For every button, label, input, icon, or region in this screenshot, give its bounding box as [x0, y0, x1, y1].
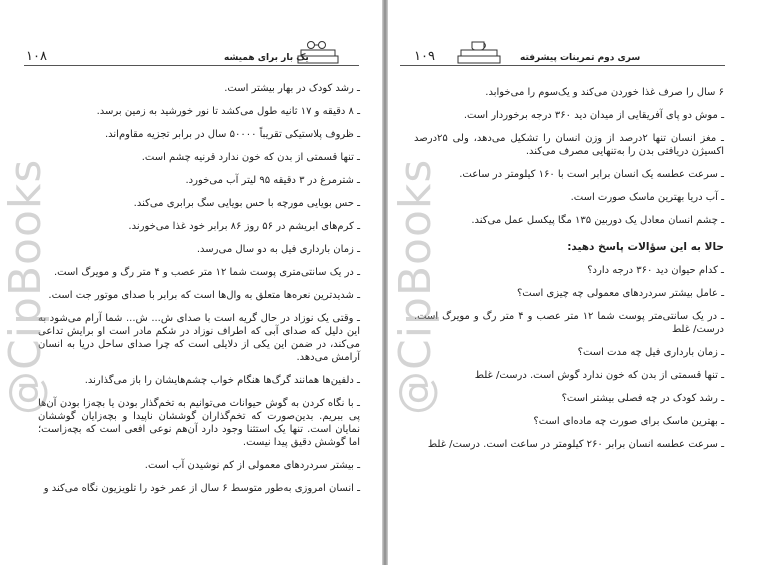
paragraph: ـ حس بویایی مورچه با حس بویایی سگ برابری می‌کند. — [133, 198, 360, 209]
right-page-header — [400, 40, 725, 72]
question: ـ در یک سانتی‌متر پوست شما ۱۲ متر عصب و ۴ متر رگ و مویرگ است. درست/ غلط — [414, 311, 724, 335]
question: ـ سرعت عطسه انسان برابر ۲۶۰ کیلومتر در ساعت است. درست/ غلط — [427, 439, 724, 450]
paragraph: ـ با نگاه کردن به گوش حیوانات می‌توانیم به تخم‌گذار بودن یا بچه‌زا بودن آن‌ها پی ببریم. بدین‌صورت که تخم‌گذاران گوششان ناپیدا و بچه‌زایان گوششان نمایان است. تنها یک استثنا وجود دارد آن‌هم نوعی افعی است که بچه‌زاست؛ اما گوشش دقیق پیدا نیست. — [38, 398, 360, 448]
paragraph: ـ شدیدترین نعره‌ها متعلق به وال‌ها است که برابر با صدای موتور جت است. — [48, 290, 360, 301]
paragraph: ـ کرم‌های ابریشم در ۵۶ روز ۸۶ برابر خود غذا می‌خورند. — [128, 221, 360, 232]
question: ـ عامل بیشتر سردردهای معمولی چه چیزی است؟ — [516, 288, 724, 299]
watermark: @CipBooks — [390, 158, 441, 415]
paragraph: ـ وقتی یک نوزاد در حال گریه است با صدای ش... ش... شما آرام می‌شود به این دلیل که صدای آبی که اطراف نوزاد در شکم مادر است او برایش تداعی می‌کند، در ضمن این یکی از دلایلی است که چرا صدای ساحل دریا به انسان آرامش می‌دهد. — [38, 313, 360, 363]
paragraph: ـ رشد کودک در بهار بیشتر است. — [224, 83, 360, 94]
header-rule — [400, 65, 725, 66]
paragraph: ـ بیشتر سردردهای معمولی از کم نوشیدن آب است. — [144, 460, 360, 471]
page-number: ۱۰۸ — [26, 49, 47, 64]
paragraph: ـ موش دو پای آفریقایی از میدان دید ۳۶۰ درجه برخوردار است. — [463, 110, 724, 121]
question: ـ رشد کودک در چه فصلی بیشتر است؟ — [561, 393, 724, 404]
paragraph: ـ چشم انسان معادل یک دوربین ۱۳۵ مگا پیکسل عمل می‌کند. — [471, 215, 724, 226]
header-rule — [24, 65, 359, 66]
questions-heading: حالا به این سؤالات پاسخ دهید: — [567, 241, 724, 253]
paragraph: ـ انسان امروزی به‌طور متوسط ۶ سال از عمر خود را تلویزیون نگاه می‌کند و — [43, 483, 360, 494]
left-page-body — [38, 82, 360, 505]
right-page — [388, 0, 768, 565]
paragraph: ـ دلفین‌ها همانند گرگ‌ها هنگام خواب چشم‌هایشان را باز می‌گذارند. — [84, 375, 360, 386]
running-title: سری دوم تمرینات پیشرفته — [520, 53, 641, 63]
question: ـ بهترین ماسک برای صورت چه ماده‌ای است؟ — [533, 416, 724, 427]
running-title: یک بار برای همیشه — [224, 53, 309, 63]
paragraph: ـ زمان بارداری فیل به دو سال می‌رسد. — [196, 244, 360, 255]
question: ـ کدام حیوان دید ۳۶۰ درجه دارد؟ — [587, 265, 724, 276]
left-page-header — [24, 40, 359, 72]
paragraph: ـ شترمرغ در ۳ دقیقه ۹۵ لیتر آب می‌خورد. — [185, 175, 360, 186]
books-glasses-icon — [296, 41, 340, 65]
paragraph: ـ مغز انسان تنها ۲درصد از وزن انسان را تشکیل می‌دهد، ولی ۲۵درصد اکسیژن دریافتی بدن را به‌تنهایی مصرف می‌کند. — [414, 133, 724, 157]
paragraph: ـ ظروف پلاستیکی تقریباً ۵۰۰۰۰ سال در برابر تجزیه مقاوم‌اند. — [104, 129, 360, 140]
question: ـ زمان بارداری فیل چه مدت است؟ — [577, 347, 724, 358]
paragraph: ـ تنها قسمتی از بدن که خون ندارد قرنیه چشم است. — [141, 152, 360, 163]
paragraph: ۶ سال را صرف غذا خوردن می‌کند و یک‌سوم را می‌خوابد. — [485, 87, 724, 98]
paragraph: ـ ۸ دقیقه و ۱۷ ثانیه طول می‌کشد تا نور خورشید به زمین برسد. — [96, 106, 360, 117]
left-page — [0, 0, 382, 565]
paragraph: ـ در یک سانتی‌متری پوست شما ۱۲ متر عصب و ۴ متر رگ و مویرگ است. — [53, 267, 360, 278]
question: ـ تنها قسمتی از بدن که خون ندارد گوش است. درست/ غلط — [474, 370, 724, 381]
right-page-body — [414, 86, 724, 461]
books-cup-icon — [456, 39, 502, 65]
watermark: @CipBooks — [0, 158, 51, 415]
paragraph: ـ سرعت عطسه یک انسان برابر است با ۱۶۰ کیلومتر در ساعت. — [459, 169, 724, 180]
page-number: ۱۰۹ — [414, 49, 435, 64]
paragraph: ـ آب دریا بهترین ماسک صورت است. — [570, 192, 724, 203]
